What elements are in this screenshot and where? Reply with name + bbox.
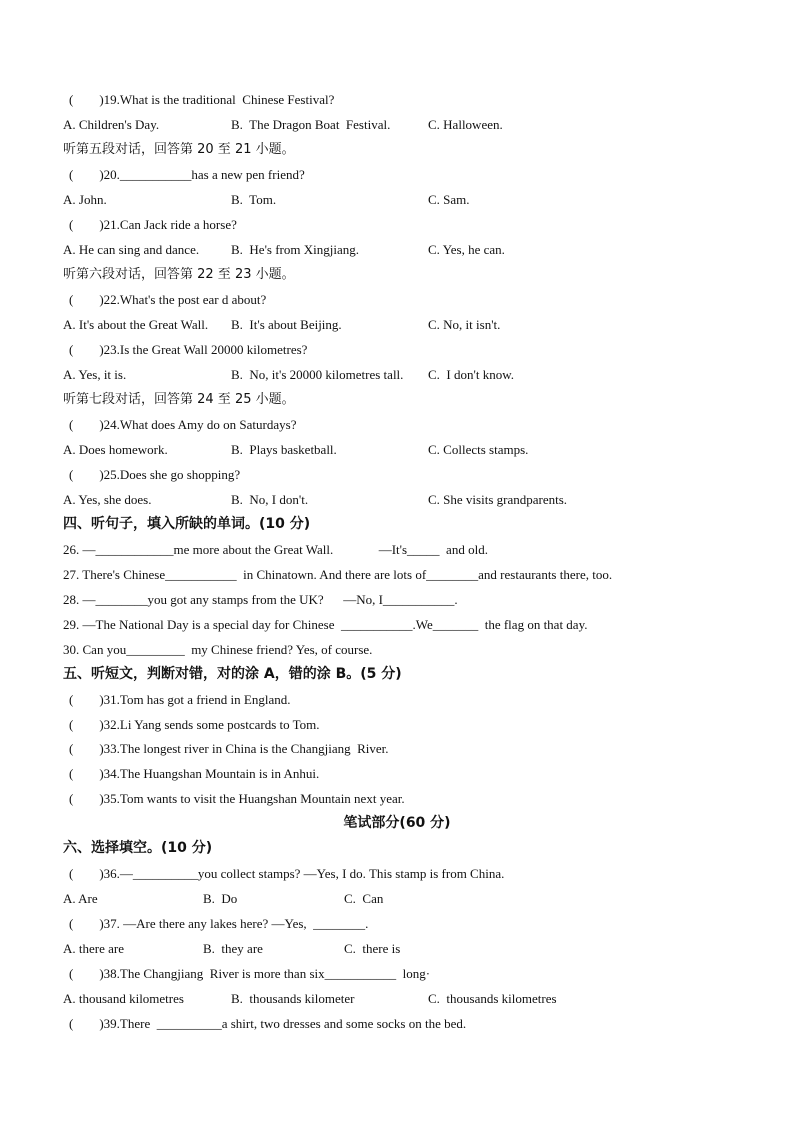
option-b: B. No, it's 20000 kilometres tall.: [231, 367, 404, 382]
question-33: ( )33.The longest river in China is the Changjiang River.: [69, 741, 389, 756]
option-c: C. Sam.: [428, 192, 470, 207]
option-b: B. Plays basketball.: [231, 442, 337, 457]
option-c: C. She visits grandparents.: [428, 492, 568, 507]
question-20-options: [63, 192, 763, 208]
option-b: B. Tom.: [231, 192, 277, 207]
option-c: C. Can: [344, 891, 384, 906]
part-6-instruction: 听第六段对话，回答第 22 至 23 小题。: [63, 267, 295, 282]
question-36-options: [63, 891, 763, 907]
option-a: A. thousand kilometres: [63, 991, 184, 1006]
question-25: ( )25.Does she go shopping?: [69, 467, 241, 482]
written-part-title: 笔试部分(60 分): [343, 815, 451, 831]
question-24: ( )24.What does Amy do on Saturdays?: [69, 417, 297, 432]
option-b: B. It's about Beijing.: [231, 317, 342, 332]
question-25-options: [63, 492, 763, 508]
option-c: C. Halloween.: [428, 117, 503, 132]
option-a: A. Does homework.: [63, 442, 168, 457]
question-21: ( )21.Can Jack ride a horse?: [69, 217, 237, 232]
option-c: C. No, it isn't.: [428, 317, 501, 332]
section-5-heading: 五、听短文，判断对错，对的涂 A，错的涂 B。(5 分): [63, 666, 402, 682]
question-37: ( )37. —Are there any lakes here? —Yes, ________.: [69, 916, 369, 931]
question-27: 27. There's Chinese___________ in Chinatown. And there are lots of________and restaurants there, too.: [63, 567, 613, 582]
option-a: A. He can sing and dance.: [63, 242, 200, 257]
option-a: A. Yes, it is.: [63, 367, 127, 382]
question-19-options: [63, 117, 763, 133]
question-38-options: [63, 991, 763, 1007]
option-a: A. Children's Day.: [63, 117, 160, 132]
part-7-instruction: 听第七段对话，回答第 24 至 25 小题。: [63, 392, 295, 407]
section-6-heading: 六、选择填空。(10 分): [63, 840, 213, 856]
question-23-options: [63, 367, 763, 383]
option-a: A. It's about the Great Wall.: [63, 317, 209, 332]
question-23: ( )23.Is the Great Wall 20000 kilometres?: [69, 342, 308, 357]
question-19: ( )19.What is the traditional Chinese Festival?: [69, 92, 335, 107]
option-b: B. The Dragon Boat Festival.: [231, 117, 391, 132]
option-b: B. thousands kilometer: [231, 991, 355, 1006]
question-38: ( )38.The Changjiang River is more than six___________ long·: [69, 966, 431, 981]
option-c: C. Collects stamps.: [428, 442, 529, 457]
question-24-options: [63, 442, 763, 458]
question-22: ( )22.What's the post ear d about?: [69, 292, 267, 307]
option-b: B. Do: [203, 891, 238, 906]
option-b: B. He's from Xingjiang.: [231, 242, 359, 257]
question-28: 28. —________you got any stamps from the UK? —No, I___________.: [63, 592, 458, 607]
question-20: ( )20.___________has a new pen friend?: [69, 167, 305, 182]
question-31: ( )31.Tom has got a friend in England.: [69, 692, 291, 707]
question-26: 26. —____________me more about the Great Wall. —It's_____ and old.: [63, 542, 488, 557]
question-32: ( )32.Li Yang sends some postcards to Tom.: [69, 717, 320, 732]
question-30: 30. Can you_________ my Chinese friend? Yes, of course.: [63, 642, 373, 657]
option-b: B. No, I don't.: [231, 492, 309, 507]
option-a: A. there are: [63, 941, 124, 956]
question-39: ( )39.There __________a shirt, two dresses and some socks on the bed.: [69, 1016, 467, 1031]
option-a: A. Yes, she does.: [63, 492, 152, 507]
question-35: ( )35.Tom wants to visit the Huangshan Mountain next year.: [69, 791, 405, 806]
option-c: C. there is: [344, 941, 401, 956]
part-5-instruction: 听第五段对话，回答第 20 至 21 小题。: [63, 142, 295, 157]
question-22-options: [63, 317, 763, 333]
option-c: C. I don't know.: [428, 367, 514, 382]
question-21-options: [63, 242, 763, 258]
option-a: A. Are: [63, 891, 98, 906]
question-29: 29. —The National Day is a special day for Chinese ___________.We_______ the flag on that day.: [63, 617, 588, 632]
section-4-heading: 四、听句子，填入所缺的单词。(10 分): [63, 516, 311, 532]
option-c: C. thousands kilometres: [428, 991, 557, 1006]
option-c: C. Yes, he can.: [428, 242, 505, 257]
question-37-options: [63, 941, 763, 957]
option-b: B. they are: [203, 941, 263, 956]
option-a: A. John.: [63, 192, 107, 207]
question-34: ( )34.The Huangshan Mountain is in Anhui.: [69, 766, 320, 781]
question-36: ( )36.—__________you collect stamps? —Yes, I do. This stamp is from China.: [69, 866, 505, 881]
